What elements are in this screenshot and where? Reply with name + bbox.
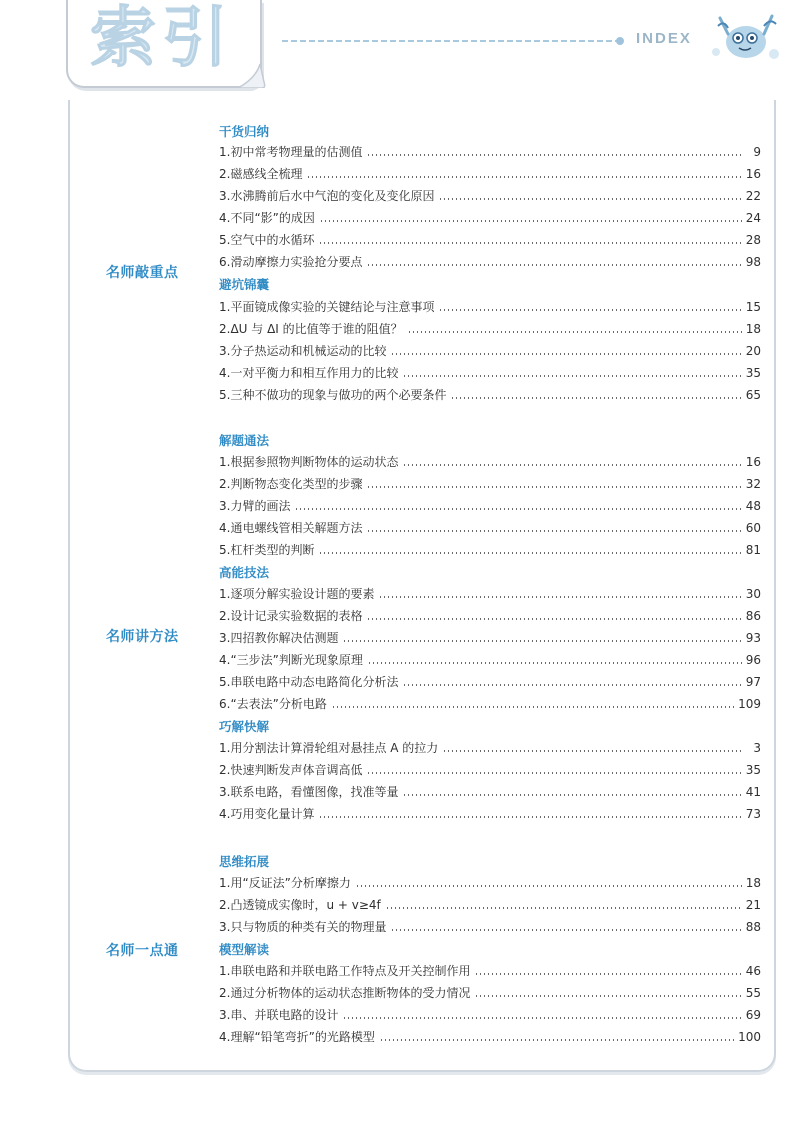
section-label-1: 名师敲重点 — [106, 265, 179, 281]
page-number: 98 — [745, 255, 761, 269]
toc-entry[interactable]: 4.不同“影”的成因 24 — [219, 211, 761, 225]
sub-heading: 巧解快解 — [219, 719, 270, 734]
toc-entry[interactable]: 1.串联电路和并联电路工作特点及开关控制作用 46 — [219, 964, 761, 978]
sub-heading: 模型解读 — [219, 942, 270, 957]
toc-entry[interactable]: 1.用“反证法”分析摩擦力 18 — [219, 876, 761, 890]
toc-entry[interactable]: 3.力臂的画法 48 — [219, 499, 761, 513]
page-number: 60 — [745, 521, 761, 535]
toc-entry[interactable]: 3.只与物质的种类有关的物理量 88 — [219, 920, 761, 934]
page-number: 35 — [745, 763, 761, 777]
toc-entry[interactable]: 1.平面镜成像实验的关键结论与注意事项 15 — [219, 300, 761, 314]
page-number: 16 — [745, 167, 761, 181]
toc-entry[interactable]: 2.磁感线全梳理 16 — [219, 167, 761, 181]
page-number: 97 — [745, 675, 761, 689]
header-dashed-line — [282, 40, 618, 42]
section-label-3: 名师一点通 — [106, 943, 179, 959]
page-number: 65 — [745, 388, 761, 402]
page-title: 索引 — [90, 0, 234, 76]
toc-entry[interactable]: 3.串、并联电路的设计 69 — [219, 1008, 761, 1022]
sub-heading: 思维拓展 — [219, 854, 270, 869]
page-number: 48 — [745, 499, 761, 513]
page-number: 28 — [745, 233, 761, 247]
sub-heading: 高能技法 — [219, 565, 270, 580]
page-number: 46 — [745, 964, 761, 978]
toc-entry[interactable]: 3.联系电路，看懂图像，找准等量 41 — [219, 785, 761, 799]
toc-entry[interactable]: 5.串联电路中动态电路简化分析法 97 — [219, 675, 761, 689]
toc-entry[interactable]: 3.分子热运动和机械运动的比较 20 — [219, 344, 761, 358]
toc-entry[interactable]: 4.“三步法”判断光现象原理 96 — [219, 653, 761, 667]
toc-entry[interactable]: 2.设计记录实验数据的表格 86 — [219, 609, 761, 623]
page-number: 93 — [745, 631, 761, 645]
toc-entry[interactable]: 4.理解“铅笔弯折”的光路模型 100 — [219, 1030, 761, 1044]
index-label: INDEX — [636, 30, 692, 47]
page-number: 22 — [745, 189, 761, 203]
toc-entry[interactable]: 2.判断物态变化类型的步骤 32 — [219, 477, 761, 491]
header-dot — [616, 37, 624, 45]
toc-entry[interactable]: 6.滑动摩擦力实验抢分要点 98 — [219, 255, 761, 269]
page-number: 100 — [738, 1030, 761, 1044]
toc-entry[interactable]: 2.通过分析物体的运动状态推断物体的受力情况 55 — [219, 986, 761, 1000]
toc-entry[interactable]: 3.四招教你解决估测题 93 — [219, 631, 761, 645]
page-number: 109 — [738, 697, 761, 711]
page-number: 21 — [745, 898, 761, 912]
page-number: 86 — [745, 609, 761, 623]
toc-entry[interactable]: 4.巧用变化量计算 73 — [219, 807, 761, 821]
mascot-illustration-icon — [706, 8, 782, 64]
toc-entry[interactable]: 3.水沸腾前后水中气泡的变化及变化原因 22 — [219, 189, 761, 203]
toc-entry[interactable]: 5.空气中的水循环 28 — [219, 233, 761, 247]
page-number: 35 — [745, 366, 761, 380]
page-number: 69 — [745, 1008, 761, 1022]
page-number: 15 — [745, 300, 761, 314]
page-number: 18 — [745, 322, 761, 336]
page-number: 81 — [745, 543, 761, 557]
title-tab — [66, 0, 262, 88]
sub-heading: 干货归纳 — [219, 124, 270, 139]
toc-entry[interactable]: 1.根据参照物判断物体的运动状态 16 — [219, 455, 761, 469]
toc-entry[interactable]: 2.快速判断发声体音调高低 35 — [219, 763, 761, 777]
toc-entry[interactable]: 1.用分割法计算滑轮组对悬挂点 A 的拉力 3 — [219, 741, 761, 755]
toc-entry[interactable]: 1.逐项分解实验设计题的要素 30 — [219, 587, 761, 601]
toc-entry[interactable]: 5.杠杆类型的判断 81 — [219, 543, 761, 557]
toc-entry[interactable]: 2.ΔU 与 ΔI 的比值等于谁的阻值？ 18 — [219, 322, 761, 336]
page-number: 20 — [745, 344, 761, 358]
page-number: 18 — [745, 876, 761, 890]
page-number: 16 — [745, 455, 761, 469]
page-number: 9 — [753, 145, 761, 159]
page-number: 55 — [745, 986, 761, 1000]
sub-heading: 避坑锦囊 — [219, 277, 270, 292]
page-number: 88 — [745, 920, 761, 934]
section-label-2: 名师讲方法 — [106, 629, 179, 645]
sub-heading: 解题通法 — [219, 433, 270, 448]
toc-entry[interactable]: 5.三种不做功的现象与做功的两个必要条件 65 — [219, 388, 761, 402]
page-number: 73 — [745, 807, 761, 821]
page-fold-icon — [238, 56, 266, 88]
page-number: 3 — [753, 741, 761, 755]
page-number: 96 — [745, 653, 761, 667]
toc-entry[interactable]: 2.凸透镜成实像时，u + v≥4f 21 — [219, 898, 761, 912]
page-number: 41 — [745, 785, 761, 799]
toc-entry[interactable]: 4.通电螺线管相关解题方法 60 — [219, 521, 761, 535]
page-number: 32 — [745, 477, 761, 491]
toc-entry[interactable]: 1.初中常考物理量的估测值 9 — [219, 145, 761, 159]
page-number: 30 — [745, 587, 761, 601]
toc-entry[interactable]: 4.一对平衡力和相互作用力的比较 35 — [219, 366, 761, 380]
toc-entry[interactable]: 6.“去表法”分析电路 109 — [219, 697, 761, 711]
page-number: 24 — [745, 211, 761, 225]
